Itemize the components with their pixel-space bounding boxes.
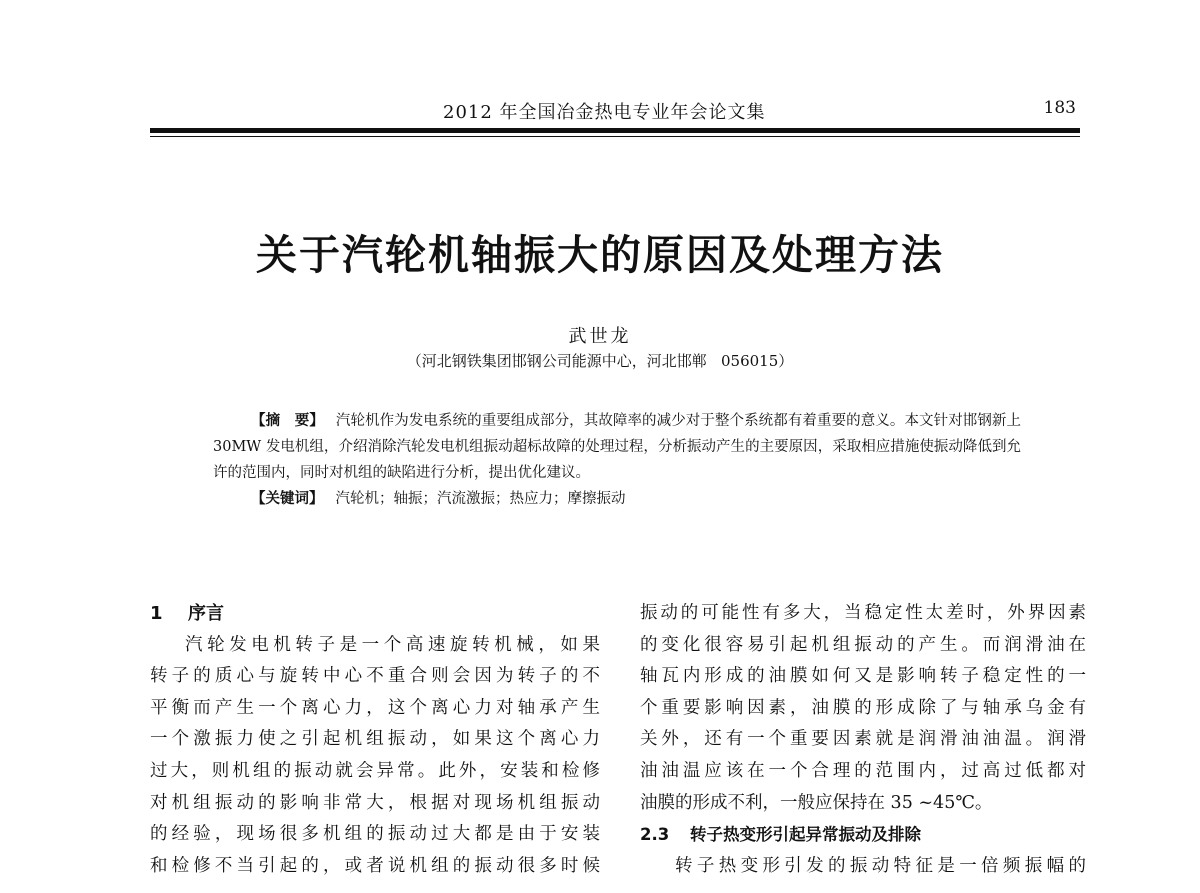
subsection-heading <box>640 819 1086 851</box>
abstract-paragraph <box>213 408 1021 486</box>
page-number: 183 <box>1043 98 1076 118</box>
body-line: 和检修不当引起的，或者说机组的振动很多时候 <box>150 855 600 876</box>
body-line: 对机组振动的影响非常大，根据对现场机组振动 <box>150 792 600 813</box>
body-column-left <box>150 598 600 882</box>
body-line: 油膜的形成不利，一般应保持在 35 ~45℃。 <box>640 792 993 813</box>
keywords-text: 汽轮机；轴振；汽流激振；热应力；摩擦振动 <box>335 491 626 507</box>
body-line: 转子的质心与旋转中心不重合则会因为转子的不 <box>150 666 600 687</box>
body-line: 的经验，现场很多机组的振动过大都是由于安装 <box>150 824 600 845</box>
paper-title: 关于汽轮机轴振大的原因及处理方法 <box>256 231 944 279</box>
body-line: 油油温应该在一个合理的范围内，过高过低都对 <box>640 760 1086 781</box>
keywords-paragraph <box>213 486 1021 512</box>
body-line: 轴瓦内形成的油膜如何又是影响转子稳定性的一 <box>640 666 1086 687</box>
section-title: 序言 <box>188 603 224 624</box>
subsection-title: 转子热变形引起异常振动及排除 <box>690 825 921 845</box>
body-line: 平衡而产生一个离心力，这个离心力对轴承产生 <box>150 697 600 718</box>
body-line: 转子热变形引发的振动特征是一倍频振幅的 <box>675 855 1086 876</box>
proceedings-title: 2012 年全国冶金热电专业年会论文集 <box>443 102 766 123</box>
abstract-label: 【摘 要】 <box>251 412 324 429</box>
keywords-label: 【关键词】 <box>251 490 324 507</box>
abstract-block <box>213 408 1021 512</box>
abstract-text: 汽轮机作为发电系统的重要组成部分，其故障率的减少对于整个系统都有着重要的意义。本文针对邯钢新上 30MW 发电机组，介绍消除汽轮发电机组振动超标故障的处理过程，分析振动产生的主要原因，采取相应措施使振动降低到允许的范围内，同时对机组的缺陷进行分析，提出优化建议。 <box>213 413 1022 481</box>
header-rule-thick <box>150 128 1080 133</box>
running-header <box>150 98 1080 128</box>
body-line: 的变化很容易引起机组振动的产生。而润滑油在 <box>640 634 1086 655</box>
subsection-number: 2.3 <box>640 825 670 845</box>
body-column-right <box>640 598 1086 882</box>
body-line: 汽轮发电机转子是一个高速旋转机械，如果 <box>185 634 600 655</box>
body-line: 个重要影响因素，油膜的形成除了与轴承乌金有 <box>640 697 1086 718</box>
author-name: 武世龙 <box>568 326 632 347</box>
section-heading <box>150 598 600 630</box>
body-line: 关外，还有一个重要因素就是润滑油油温。润滑 <box>640 729 1086 750</box>
body-line: 振动的可能性有多大，当稳定性太差时，外界因素 <box>640 603 1086 623</box>
body-line: 过大，则机组的振动就会异常。此外，安装和检修 <box>150 760 600 781</box>
author-affiliation: （河北钢铁集团邯钢公司能源中心，河北邯郸 056015） <box>406 352 794 370</box>
header-rule-thin <box>150 136 1080 137</box>
body-line: 一个激振力使之引起机组振动，如果这个离心力 <box>150 729 600 750</box>
section-number: 1 <box>150 603 163 624</box>
